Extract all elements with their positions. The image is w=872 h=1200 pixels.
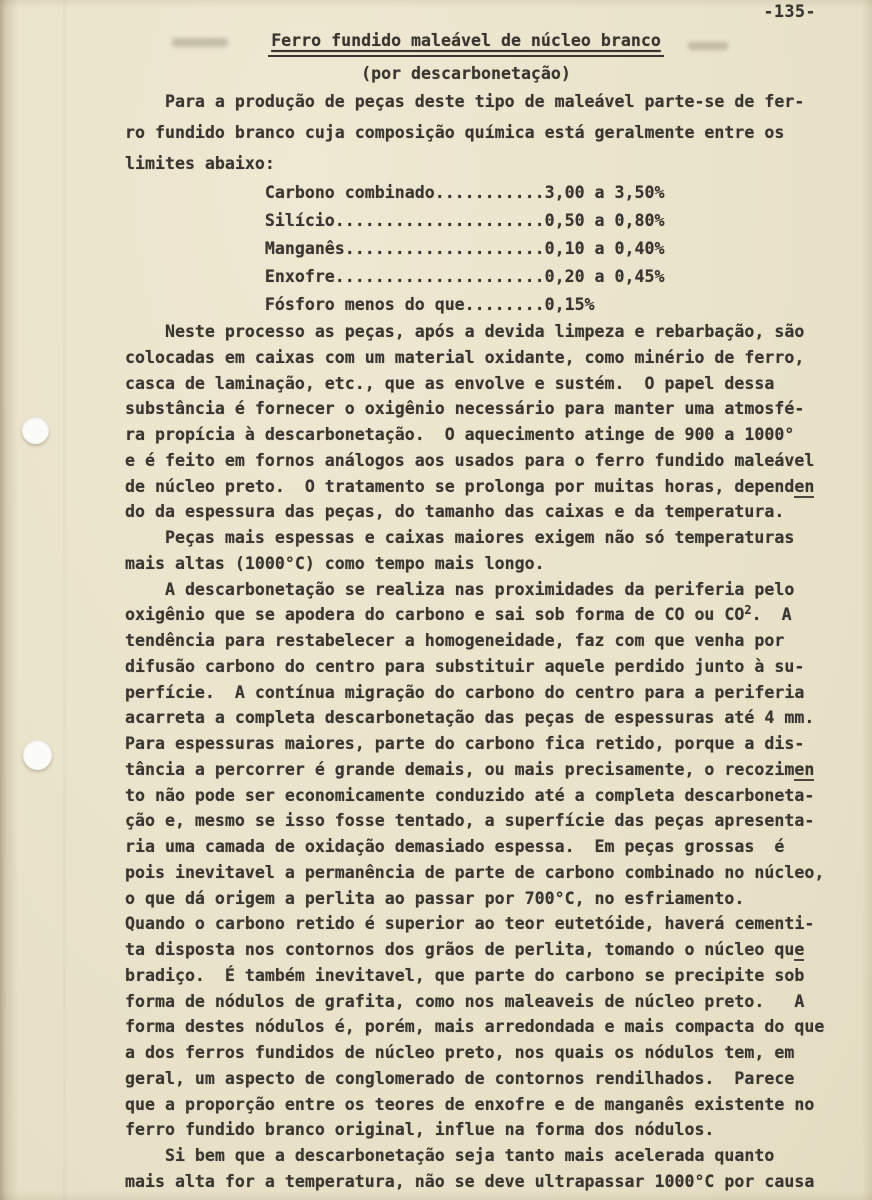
text-line: geral, um aspecto de conglomerado de contornos rendilhados. Parece xyxy=(125,1068,795,1088)
text-line: mais altas (1000°C) como tempo mais longo. xyxy=(125,553,545,573)
hole-punch-bottom xyxy=(23,740,52,770)
text-line: bradiço. É também inevitavel, que parte do carbono se precipite sob xyxy=(125,965,805,985)
text-line: oxigênio que se apodera do carbono e sai sob forma de CO ou $CO^2$. A xyxy=(125,603,792,625)
text-line: perfície. A contínua migração do carbono do centro para a periferia xyxy=(125,682,805,702)
text-line: casca de laminação, etc., que as envolve e sustém. O papel dessa xyxy=(125,373,775,393)
section-composition xyxy=(125,179,872,319)
text-line: difusão carbono do centro para substituir aquele perdido junto à su- xyxy=(125,656,805,676)
text-line: Neste processo as peças, após a devida limpeza e rebarbação, são xyxy=(125,322,805,341)
text-line: tendência para restabelecer a homogeneidade, faz com que venha por xyxy=(125,631,785,650)
page-subtitle: (por descarbonetação) xyxy=(361,64,571,83)
text-line: ra propícia à descarbonetação. O aquecimento atinge de 900 a 1000° xyxy=(125,425,795,444)
text-line: to não pode ser economicamente conduzido até a completa descarboneta- xyxy=(125,785,815,805)
text-line: de núcleo preto. O tratamento se prolonga por muitas horas, dependen xyxy=(125,476,815,496)
page-title-text: Ferro fundido maleável de núcleo branco xyxy=(268,31,664,57)
text-line: substância é fornecer o oxigênio necessário para manter uma atmosfé- xyxy=(125,399,805,419)
text-line: ferro fundido branco original, influe na forma dos nódulos. xyxy=(125,1120,715,1140)
text-line: Manganês....................0,10 a 0,40% xyxy=(125,239,665,258)
section-intro xyxy=(125,86,872,179)
text-line: acarreta a completa descarbonetação das peças de espessuras até 4 mm. xyxy=(125,708,815,728)
text-line: Enxofre.....................0,20 a 0,45% xyxy=(125,267,665,286)
text-line: Carbono combinado...........3,00 a 3,50% xyxy=(125,183,665,202)
text-line: ta disposta nos contornos dos grãos de perlita, tomando o núcleo que xyxy=(125,940,805,959)
text-line: forma destes nódulos é, porém, mais arredondada e mais compacta do que xyxy=(125,1017,825,1037)
document-body xyxy=(125,86,872,1195)
text-line: a dos ferros fundidos de núcleo preto, nos quais os nódulos tem, em xyxy=(125,1043,795,1062)
text-line: colocadas em caixas com um material oxidante, como minério de ferro, xyxy=(125,347,805,367)
text-line: mais alta for a temperatura, não se deve ultrapassar 1000°C por causa xyxy=(125,1171,815,1191)
text-line: tância a percorrer é grande demais, ou mais precisamente, o recozimen xyxy=(125,759,815,779)
text-line: que a proporção entre os teores de enxofre e de manganês existente no xyxy=(125,1094,815,1114)
text-line: ro fundido branco cuja composição química está geralmente entre os xyxy=(125,123,785,142)
section-main xyxy=(125,319,872,1195)
text-line: Silício.....................0,50 a 0,80% xyxy=(125,211,665,230)
text-line: Fósforo menos do que........0,15% xyxy=(125,295,595,314)
text-line: Quando o carbono retido é superior ao teor eutetóide, haverá cementi- xyxy=(125,914,815,934)
text-line: ção e, mesmo se isso fosse tentado, a superfície das peças apresenta- xyxy=(125,811,815,831)
page-title xyxy=(60,31,872,57)
text-line: e é feito em fornos análogos aos usados para o ferro fundido maleável xyxy=(125,450,815,470)
text-line: Si bem que a descarbonetação seja tanto mais acelerada quanto xyxy=(125,1146,775,1165)
text-line: Peças mais espessas e caixas maiores exigem não só temperaturas xyxy=(125,528,795,547)
text-line: do da espessura das peças, do tamanho das caixas e da temperatura. xyxy=(125,502,785,522)
text-line: forma de nódulos de grafita, como nos maleaveis de núcleo preto. A xyxy=(125,991,805,1011)
text-line: A descarbonetação se realiza nas proximidades da periferia pelo xyxy=(125,579,795,599)
text-line: Para espessuras maiores, parte do carbono fica retido, porque a dis- xyxy=(125,734,805,753)
document-header xyxy=(60,31,872,84)
text-line: pois inevitavel a permanência de parte de carbono combinado no núcleo, xyxy=(125,862,825,882)
text-line: Para a produção de peças deste tipo de maleável parte-se de fer- xyxy=(125,92,805,111)
text-line: limites abaixo: xyxy=(125,154,275,173)
text-line: o que dá origem a perlita ao passar por 700°C, no esfriamento. xyxy=(125,888,745,908)
hole-punch-top xyxy=(22,417,49,444)
page-number: -135- xyxy=(763,2,816,21)
text-line: ria uma camada de oxidação demasiado espessa. Em peças grossas é xyxy=(125,837,785,856)
